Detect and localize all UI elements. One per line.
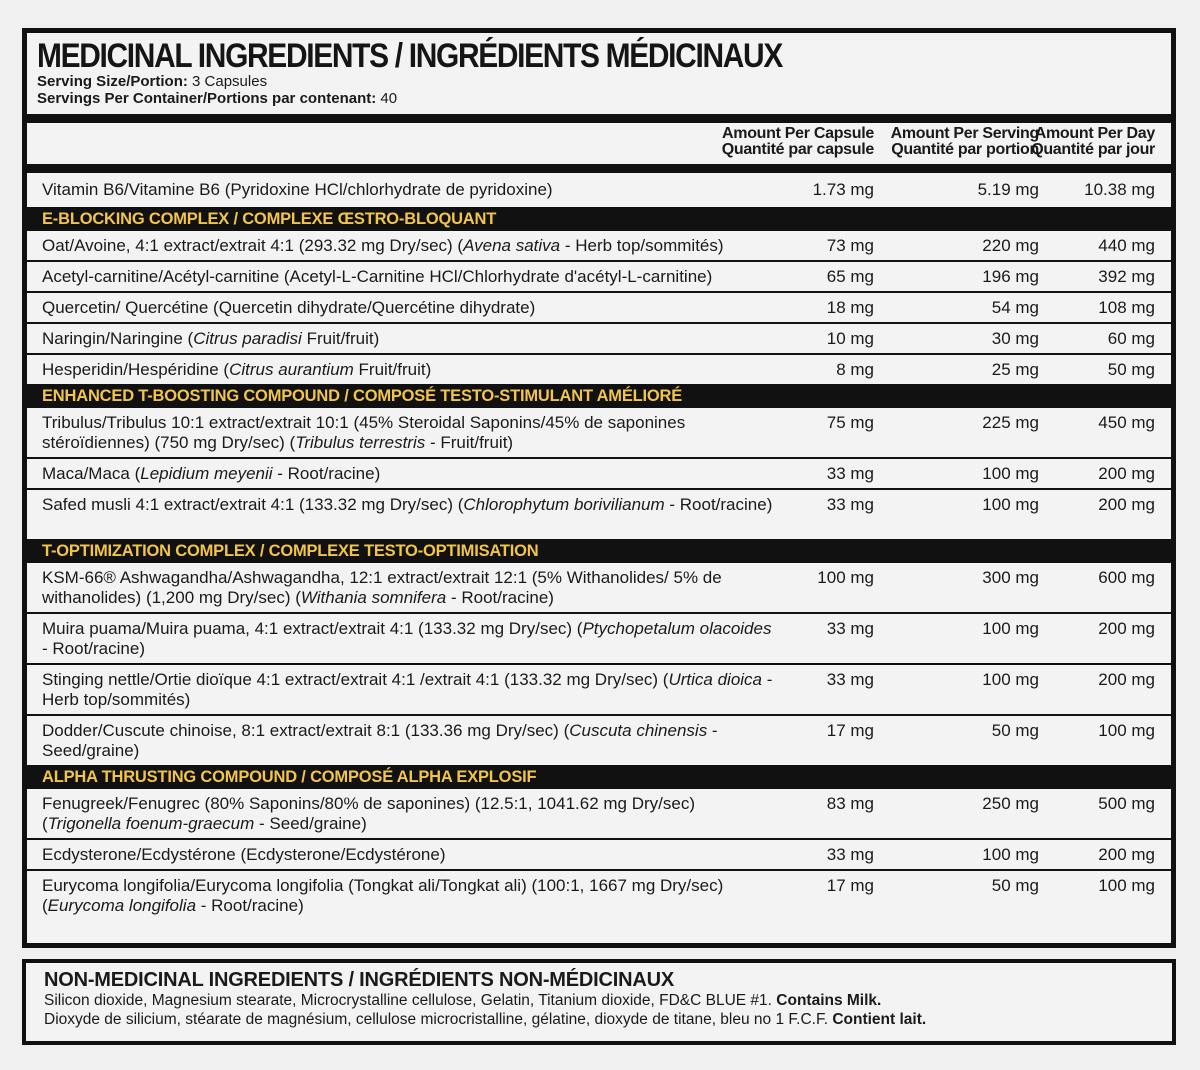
- amount-per-capsule: 18 mg: [826, 298, 874, 317]
- table-row: [27, 457, 1171, 488]
- ingredient-name: [42, 721, 777, 761]
- ingredient-name: [42, 298, 777, 318]
- ingredient-name: [42, 464, 777, 484]
- amount-per-serving: 100 mg: [982, 495, 1039, 514]
- column-header-capsule-fr: Quantité par capsule: [721, 141, 874, 158]
- ingredient-name: [42, 794, 777, 834]
- amount-per-day: 200 mg: [1098, 495, 1155, 514]
- ingredient-text: Maca/Maca (: [42, 464, 141, 483]
- column-header-serving: [891, 126, 1039, 158]
- panel-inner: [27, 33, 1171, 943]
- amount-per-day: 108 mg: [1098, 298, 1155, 317]
- ingredient-name: [42, 413, 777, 453]
- ingredient-latin-name: Citrus paradisi: [193, 329, 302, 348]
- amount-per-serving: 50 mg: [991, 721, 1039, 740]
- ingredient-source: Fruit/fruit): [353, 360, 432, 379]
- serving-size-value: 3 Capsules: [192, 73, 268, 90]
- ingredient-source: - Fruit/fruit): [425, 433, 514, 452]
- column-header-capsule: [722, 126, 874, 158]
- amount-per-capsule: 65 mg: [826, 267, 874, 286]
- panel-header: [27, 33, 1171, 114]
- medicinal-ingredients-panel: [22, 28, 1176, 948]
- ingredient-text: Eurycoma longifolia/Eurycoma longifolia (Tongkat ali/Tongkat ali) (100:1, 1667 mg Dry/sec) (: [42, 876, 724, 915]
- amount-per-day: 450 mg: [1098, 413, 1155, 432]
- ingredient-name: [42, 495, 777, 515]
- ingredient-source: - Seed/graine): [254, 814, 367, 833]
- amount-per-capsule: 17 mg: [826, 876, 874, 895]
- ingredient-latin-name: Avena sativa: [463, 236, 561, 255]
- servings-per-container-label: Servings Per Container/Portions par contenant:: [37, 90, 377, 107]
- amount-per-day: 200 mg: [1098, 619, 1155, 638]
- ingredient-text: Fenugreek/Fenugrec (80% Saponins/80% de saponines) (12.5:1, 1041.62 mg Dry/sec) (: [42, 794, 695, 833]
- ingredient-text: Naringin/Naringine (: [42, 329, 194, 348]
- ingredient-name: [42, 845, 777, 865]
- amount-per-serving: 225 mg: [982, 413, 1039, 432]
- amount-per-serving: 100 mg: [982, 619, 1039, 638]
- amount-per-capsule: 17 mg: [826, 721, 874, 740]
- amount-per-capsule: 10 mg: [826, 329, 874, 348]
- non-medicinal-english-text: Silicon dioxide, Magnesium stearate, Microcrystalline cellulose, Gelatin, Titanium dioxide, FD&C BLUE #1.: [44, 992, 772, 1009]
- ingredient-latin-name: Eurycoma longifolia: [47, 896, 197, 915]
- ingredient-text: Quercetin/ Quercétine (Quercetin dihydrate/Quercétine dihydrate): [42, 298, 536, 317]
- table-row: [27, 260, 1171, 291]
- non-medicinal-french-text: Dioxyde de silicium, stéarate de magnésium, cellulose microcristalline, gélatine, dioxyde de titane, bleu no 1 F.C.F.: [44, 1011, 828, 1028]
- ingredient-source: - Root/racine): [272, 464, 381, 483]
- amount-per-day: 600 mg: [1098, 568, 1155, 587]
- non-medicinal-french: [44, 1010, 1172, 1029]
- servings-per-container-value: 40: [380, 90, 398, 107]
- ingredient-latin-name: Trigonella foenum-graecum: [47, 814, 255, 833]
- section-header: E-BLOCKING COMPLEX / COMPLEXE ŒSTRO-BLOQUANT: [27, 207, 1171, 231]
- ingredient-latin-name: Cuscuta chinensis: [569, 721, 708, 740]
- non-medicinal-title: NON-MEDICINAL INGREDIENTS / INGRÉDIENTS NON-MÉDICINAUX: [44, 969, 674, 991]
- ingredient-sections: [27, 207, 1171, 920]
- table-row: [27, 789, 1171, 838]
- ingredient-text: Dodder/Cuscute chinoise, 8:1 extract/extrait 8:1 (133.36 mg Dry/sec) (: [42, 721, 570, 740]
- ingredient-source: - Root/racine): [664, 495, 773, 514]
- column-header-serving-en: Amount Per Serving: [890, 125, 1039, 142]
- ingredient-text: Stinging nettle/Ortie dioïque 4:1 extract/extrait 4:1 /extrait 4:1 (133.32 mg Dry/sec) (: [42, 670, 669, 689]
- ingredient-name: [42, 876, 777, 916]
- amount-per-capsule: 73 mg: [826, 236, 874, 255]
- column-header-day: [1031, 126, 1155, 158]
- amount-per-serving: 100 mg: [982, 670, 1039, 689]
- amount-per-day: 200 mg: [1098, 845, 1155, 864]
- ingredient-name: [42, 568, 777, 608]
- table-row: [27, 838, 1171, 869]
- amount-per-day: 440 mg: [1098, 236, 1155, 255]
- amount-per-capsule: 83 mg: [826, 794, 874, 813]
- ingredient-source: - Herb top/sommités): [42, 670, 773, 709]
- ingredient-text: Hesperidin/Hespéridine (: [42, 360, 230, 379]
- column-divider: [27, 164, 1171, 173]
- table-row: [27, 488, 1171, 539]
- ingredient-name: [42, 267, 777, 287]
- table-row: [27, 231, 1171, 260]
- amount-per-day: 392 mg: [1098, 267, 1155, 286]
- ingredient-latin-name: Lepidium meyenii: [140, 464, 273, 483]
- table-row: [27, 563, 1171, 612]
- amount-per-day: 10.38 mg: [1084, 180, 1155, 199]
- amount-per-day: 200 mg: [1098, 464, 1155, 483]
- amount-per-capsule: 33 mg: [826, 495, 874, 514]
- ingredient-text: KSM-66® Ashwagandha/Ashwagandha, 12:1 extract/extrait 12:1 (5% Withanolides/ 5% de withanolides) (1,200 mg Dry/sec) (: [42, 568, 722, 607]
- table-row: [27, 714, 1171, 765]
- section-header: T-OPTIMIZATION COMPLEX / COMPLEXE TESTO-OPTIMISATION: [27, 539, 1171, 563]
- ingredient-name: [42, 619, 777, 659]
- ingredient-text: Ecdysterone/Ecdystérone (Ecdysterone/Ecdystérone): [42, 845, 446, 864]
- ingredient-source: - Seed/graine): [42, 721, 718, 760]
- amount-per-capsule: 33 mg: [826, 464, 874, 483]
- non-medicinal-english: [44, 991, 1172, 1010]
- ingredient-text: Acetyl-carnitine/Acétyl-carnitine (Acetyl-L-Carnitine HCl/Chlorhydrate d'acétyl-L-carnitine): [42, 267, 713, 286]
- amount-per-serving: 196 mg: [982, 267, 1039, 286]
- servings-per-container: [37, 90, 1161, 107]
- allergen-french: Contient lait.: [832, 1011, 927, 1028]
- column-header-day-fr: Quantité par jour: [1031, 141, 1155, 158]
- amount-per-capsule: 33 mg: [826, 845, 874, 864]
- non-medicinal-ingredients-panel: [22, 959, 1176, 1045]
- table-row: [27, 408, 1171, 457]
- ingredient-text: Oat/Avoine, 4:1 extract/extrait 4:1 (293.32 mg Dry/sec) (: [42, 236, 464, 255]
- section-header: ENHANCED T-BOOSTING COMPOUND / COMPOSÉ TESTO-STIMULANT AMÉLIORÉ: [27, 384, 1171, 408]
- ingredient-latin-name: Withania somnifera: [300, 588, 447, 607]
- ingredient-latin-name: Tribulus terrestris: [295, 433, 426, 452]
- table-row: [27, 322, 1171, 353]
- amount-per-day: 50 mg: [1107, 360, 1155, 379]
- ingredient-latin-name: Chlorophytum borivilianum: [463, 495, 665, 514]
- table-row: [27, 291, 1171, 322]
- section-header: ALPHA THRUSTING COMPOUND / COMPOSÉ ALPHA EXPLOSIF: [27, 765, 1171, 789]
- column-header-serving-fr: Quantité par portion: [891, 141, 1039, 158]
- column-header-day-en: Amount Per Day: [1034, 125, 1155, 142]
- amount-per-serving: 300 mg: [982, 568, 1039, 587]
- amount-per-capsule: 8 mg: [836, 360, 874, 379]
- amount-per-day: 60 mg: [1107, 329, 1155, 348]
- ingredient-name: [42, 236, 777, 256]
- ingredient-name: [42, 360, 777, 380]
- allergen-english: Contains Milk.: [776, 992, 882, 1009]
- ingredient-latin-name: Ptychopetalum olacoides: [582, 619, 772, 638]
- amount-per-day: 100 mg: [1098, 876, 1155, 895]
- table-row: [27, 353, 1171, 384]
- table-row: [27, 869, 1171, 920]
- ingredient-source: - Root/racine): [196, 896, 304, 915]
- serving-size: [37, 73, 1161, 90]
- amount-per-day: 500 mg: [1098, 794, 1155, 813]
- amount-per-serving: 25 mg: [991, 360, 1039, 379]
- ingredient-source: - Root/racine): [446, 588, 554, 607]
- amount-per-day: 100 mg: [1098, 721, 1155, 740]
- amount-per-serving: 5.19 mg: [977, 180, 1039, 199]
- amount-per-capsule: 100 mg: [817, 568, 874, 587]
- ingredient-text: Safed musli 4:1 extract/extrait 4:1 (133.32 mg Dry/sec) (: [42, 495, 464, 514]
- column-headers: [27, 123, 1171, 164]
- ingredient-source: - Root/racine): [42, 639, 145, 658]
- amount-per-serving: 100 mg: [982, 845, 1039, 864]
- amount-per-capsule: 75 mg: [826, 413, 874, 432]
- ingredient-text: Muira puama/Muira puama, 4:1 extract/extrait 4:1 (133.32 mg Dry/sec) (: [42, 619, 583, 638]
- amount-per-serving: 220 mg: [982, 236, 1039, 255]
- ingredient-text: Tribulus/Tribulus 10:1 extract/extrait 10:1 (45% Steroidal Saponins/45% de saponines stéroïdiennes) (750 mg Dry/sec) (: [42, 413, 686, 452]
- amount-per-serving: 30 mg: [991, 329, 1039, 348]
- amount-per-capsule: 1.73 mg: [812, 180, 874, 199]
- amount-per-capsule: 33 mg: [826, 619, 874, 638]
- amount-per-serving: 50 mg: [991, 876, 1039, 895]
- table-row: [27, 612, 1171, 663]
- amount-per-serving: 54 mg: [991, 298, 1039, 317]
- amount-per-serving: 100 mg: [982, 464, 1039, 483]
- ingredient-latin-name: Urtica dioica: [668, 670, 763, 689]
- amount-per-serving: 250 mg: [982, 794, 1039, 813]
- amount-per-day: 200 mg: [1098, 670, 1155, 689]
- column-header-capsule-en: Amount Per Capsule: [722, 125, 874, 142]
- header-divider: [27, 114, 1171, 123]
- ingredient-source: Fruit/fruit): [301, 329, 380, 348]
- page-title: MEDICINAL INGREDIENTS / INGRÉDIENTS MÉDICINAUX: [37, 37, 782, 75]
- ingredient-name: Vitamin B6/Vitamine B6 (Pyridoxine HCl/chlorhydrate de pyridoxine): [42, 180, 553, 199]
- serving-size-label: Serving Size/Portion:: [37, 73, 188, 90]
- ingredient-latin-name: Citrus aurantium: [229, 360, 354, 379]
- table-row: [27, 663, 1171, 714]
- table-row-vitamin-b6: [27, 173, 1171, 207]
- amount-per-capsule: 33 mg: [826, 670, 874, 689]
- ingredient-source: - Herb top/sommités): [560, 236, 724, 255]
- ingredient-name: [42, 670, 777, 710]
- ingredient-name: [42, 329, 777, 349]
